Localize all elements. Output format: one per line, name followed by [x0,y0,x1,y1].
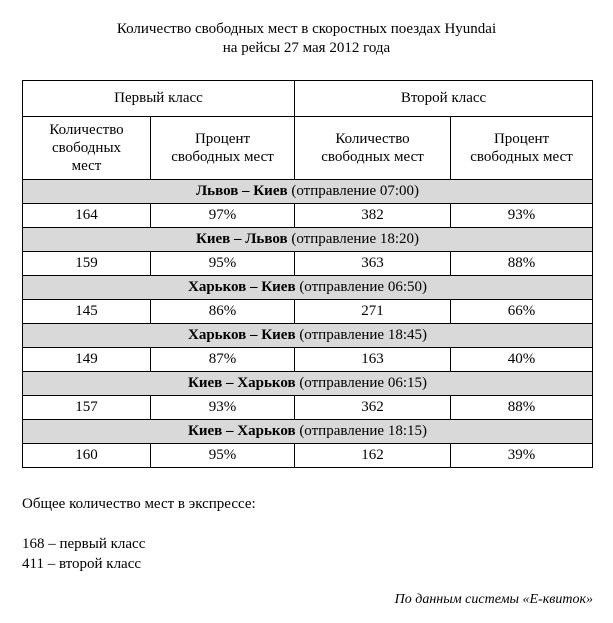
route-row [23,180,593,204]
route-departure: (отправление 06:50) [299,279,428,295]
class-header-row [23,81,593,117]
first-class-percent-cell: 97% [151,204,295,228]
route-departure: (отправление 18:15) [299,423,428,439]
route-cell [23,228,593,252]
source-note: По данным системы «E-квиток» [394,592,593,607]
first-class-seats-cell: 164 [23,204,151,228]
route-cell [23,372,593,396]
route-row [23,228,593,252]
second-class-seats-cell: 363 [295,252,451,276]
second-class-percent-cell: 39% [451,444,593,468]
data-row [23,396,593,420]
sub-header-row [23,117,593,180]
route-row [23,372,593,396]
route-row [23,324,593,348]
first-class-seats-cell: 157 [23,396,151,420]
first-class-header: Первый класс [23,81,295,117]
route-name: Киев – Львов [195,231,288,247]
first-class-percent-cell: 95% [151,252,295,276]
first-class-percent-cell: 95% [151,444,295,468]
first-class-seats-cell: 149 [23,348,151,372]
first-class-seats-cell: 159 [23,252,151,276]
route-departure: (отправление 07:00) [291,183,420,199]
route-cell [23,276,593,300]
second-class-percent-cell: 40% [451,348,593,372]
route-cell [23,420,593,444]
route-name: Киев – Харьков [188,375,296,391]
route-name: Львов – Киев [195,183,288,199]
route-departure: (отправление 18:20) [291,231,420,247]
second-class-total: 411 – второй класс [22,556,142,572]
route-row [23,276,593,300]
second-class-header: Второй класс [295,81,593,117]
second-class-seats-cell: 362 [295,396,451,420]
title-line-1: Количество свободных мест в скоростных поездах Hyundai [116,21,497,37]
first-class-total: 168 – первый класс [22,536,146,552]
route-name: Харьков – Киев [188,279,296,295]
first-class-seats-cell: 145 [23,300,151,324]
second-class-percent-cell: 93% [451,204,593,228]
seats-table [22,80,593,468]
first-class-percent-cell: 87% [151,348,295,372]
first-class-seats-cell: 160 [23,444,151,468]
route-name: Харьков – Киев [188,327,296,343]
data-row [23,300,593,324]
first-class-seats-header: Количество свободных мест [23,117,151,180]
footer-heading: Общее количество мест в экспрессе: [22,496,256,512]
second-class-percent-header: Процент свободных мест [451,117,593,180]
first-class-percent-header: Процент свободных мест [151,117,295,180]
second-class-percent-cell: 88% [451,396,593,420]
route-departure: (отправление 06:15) [299,375,428,391]
second-class-percent-cell: 88% [451,252,593,276]
title-line-2: на рейсы 27 мая 2012 года [222,40,391,56]
first-class-percent-cell: 93% [151,396,295,420]
route-row [23,420,593,444]
data-row [23,204,593,228]
second-class-percent-cell: 66% [451,300,593,324]
second-class-seats-cell: 162 [295,444,451,468]
second-class-seats-header: Количество свободных мест [295,117,451,180]
document-title [0,20,613,58]
route-departure: (отправление 18:45) [299,327,428,343]
first-class-percent-cell: 86% [151,300,295,324]
second-class-seats-cell: 271 [295,300,451,324]
footer-summary [22,494,256,574]
data-row [23,444,593,468]
data-row [23,252,593,276]
route-cell [23,324,593,348]
data-row [23,348,593,372]
route-cell [23,180,593,204]
second-class-seats-cell: 382 [295,204,451,228]
route-name: Киев – Харьков [188,423,296,439]
second-class-seats-cell: 163 [295,348,451,372]
